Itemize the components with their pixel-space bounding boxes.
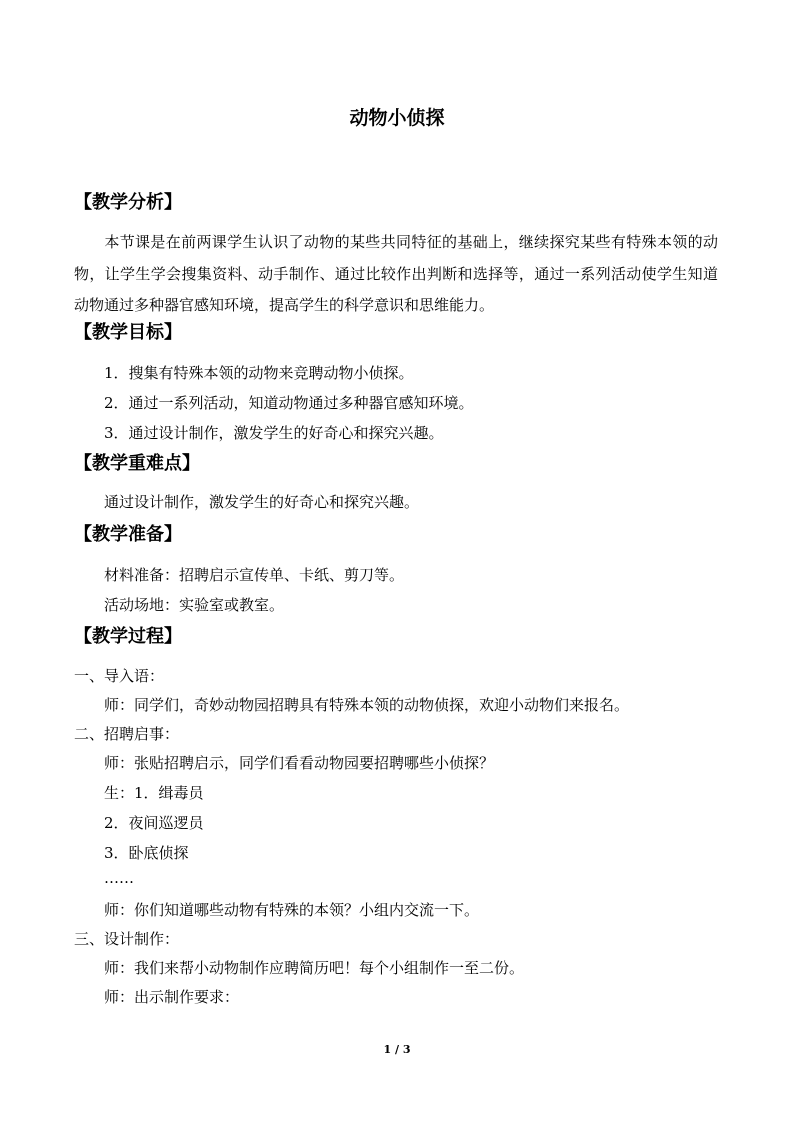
page-title: 动物小侦探 [349,107,445,129]
section-heading-key-points: 【教学重难点】 [74,453,200,474]
process-line: 师：出示制作要求： [104,988,240,1006]
page-number: 1 / 3 [383,1043,411,1056]
process-line: 师：同学们，奇妙动物园招聘具有特殊本领的动物侦探，欢迎小动物们来报名。 [104,696,630,714]
process-line: 2．夜间巡逻员 [104,814,204,832]
process-line: 3．卧底侦探 [104,844,189,862]
process-step-heading: 二、招聘启事： [74,725,180,743]
goal-item: 3．通过设计制作，激发学生的好奇心和探究兴趣。 [104,424,444,442]
process-line: 师：张贴招聘启示，同学们看看动物园要招聘哪些小侦探？ [104,754,495,772]
process-step-heading: 三、设计制作： [74,930,180,948]
section-heading-goals: 【教学目标】 [74,322,182,343]
process-line: 师：你们知道哪些动物有特殊的本领？小组内交流一下。 [104,901,480,919]
process-line: 师：我们来帮小动物制作应聘简历吧！每个小组制作一至二份。 [104,959,525,977]
analysis-text: 本节课是在前两课学生认识了动物的某些共同特征的基础上，继续探究某些有特殊本领的动物，让学生学会搜集资料、动手制作、通过比较作出判断和选择等，通过一系列活动使学生知道动物通过多种器官感知环境，提高学生的科学意识和思维能力。 [74,233,718,314]
analysis-paragraph [74,227,718,322]
goal-item: 1．搜集有特殊本领的动物来竞聘动物小侦探。 [104,364,414,382]
preparation-item: 材料准备：招聘启示宣传单、卡纸、剪刀等。 [104,566,405,584]
process-ellipsis: …… [104,869,134,887]
key-points-text: 通过设计制作，激发学生的好奇心和探究兴趣。 [104,493,420,511]
process-step-heading: 一、导入语： [74,667,165,685]
preparation-item: 活动场地：实验室或教室。 [104,596,285,614]
section-heading-process: 【教学过程】 [74,626,182,647]
section-heading-preparation: 【教学准备】 [74,524,182,545]
section-heading-analysis: 【教学分析】 [74,192,182,213]
goal-item: 2．通过一系列活动，知道动物通过多种器官感知环境。 [104,394,474,412]
process-line: 生：1．缉毒员 [104,784,204,802]
